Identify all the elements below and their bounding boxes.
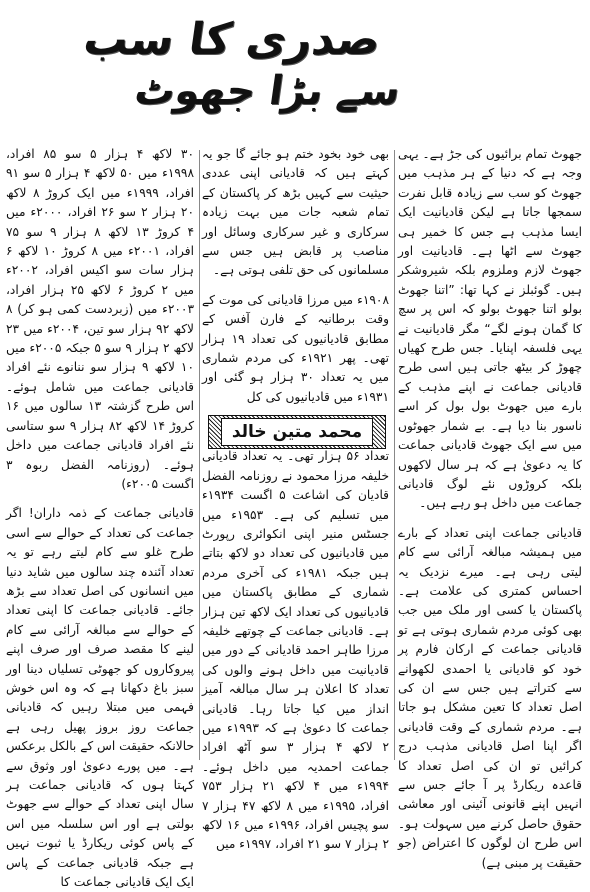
headline-line-2: سے بڑا جھوٹ — [132, 68, 404, 114]
column-divider — [394, 150, 395, 760]
column-left — [6, 145, 195, 890]
paragraph: تعداد ۵۶ ہزار تھی۔ یہ تعداد قادیانی خلیفہ مرزا محمود نے روزنامہ الفضل قادیان کی اشاعت ۵ اگست ۱۹۳۴ء میں تسلیم کی ہے۔ ۱۹۵۳ء میں جسٹس منیر اپنی انکوائری رپورٹ میں قادیانیوں کی تعداد دو لاکھ بتاتے ہیں جبکہ ۱۹۸۱ء کی آخری مردم شماری کے مطابق پاکستان میں قادیانیوں کی تعداد ایک لاکھ تین ہزار ہے۔ قادیانی جماعت کے چوتھے خلیفہ مرزا طاہر احمد قادیانی کے دور میں قادیانیت میں داخل ہونے والوں کی تعداد کا اعلان ہر سال مبالغہ آمیز انداز میں کیا جاتا رہا۔ قادیانی جماعت کا دعویٰ ہے کہ ۱۹۹۳ء میں ۲ لاکھ ۴ ہزار ۳ سو آٹھ افراد جماعت احمدیہ میں داخل ہوئے۔ ۱۹۹۴ء میں ۴ لاکھ ۲۱ ہزار ۷۵۳ افراد، ۱۹۹۵ء میں ۸ لاکھ ۴۷ ہزار ۷ سو پچیس افراد، ۱۹۹۶ء میں ۱۶ لاکھ ۲ ہزار ۷ سو ۲۱ افراد، ۱۹۹۷ء میں — [202, 449, 390, 852]
paragraph: قادیانی جماعت اپنی تعداد کے بارے میں ہمیشہ مبالغہ آرائی سے کام لیتی رہی ہے۔ میرے نزدیک یہ احساس کمتری کی علامت ہے۔ پاکستان یا کسی اور ملک میں جب بھی کوئی مردم شماری ہوتی ہے تو قادیانی جماعت کے ارکان فارم پر خود کو قادیانی یا احمدی لکھوانے سے کتراتے ہیں جس سے ان کی اصل تعداد کا تعین مشکل ہو جاتا ہے۔ مردم شماری کے وقت قادیانی اگر اپنا اصل قادیانی مذہب درج کرائیں تو ان کی اصل تعداد کا قاعدہ ریکارڈ پر آ جائے جس سے انہیں اپنے قانونی آئینی اور معاشی حقوق حاصل کرنے میں سہولت ہو۔ اس طرح ان لوگوں کا اعتراض (جو حقیقت پر مبنی ہے) — [398, 525, 582, 870]
paragraph: جھوٹ تمام برائیوں کی جڑ ہے۔ یہی وجہ ہے کہ دنیا کے ہر مذہب میں جھوٹ کو سب سے زیادہ قابل نفرت سمجھا جاتا ہے لیکن قادیانیت ایک ایسا مذہب ہے جس کا خمیر ہی جھوٹ سے اٹھا ہے۔ قادیانیت اور جھوٹ لازم وملزوم بلکہ شیروشکر ہیں۔ گوئبلز نے کہا تھا: ”اتنا جھوٹ بولو اتنا جھوٹ بولو کہ اس پر سچ کا گمان ہونے لگے“ مگر قادیانیت نے یہی فلسفہ اپنایا۔ جس طرح کھیاں چھوڑ کر بیٹھ جاتی ہیں اسی طرح قادیانی جماعت نے اپنے مذہب کے بارے میں جھوٹ بول بول کر اسے ناسور بنا دیا ہے۔ بے شمار جھوٹوں میں سے ایک جھوٹ قادیانی جماعت کا یہ دعویٰ ہے کہ ہر سال لاکھوں بلکہ کروڑوں نئے لوگ قادیانی جماعت میں داخل ہو رہے ہیں۔ — [397, 147, 582, 511]
author-name: محمد متین خالد — [221, 418, 373, 446]
column-right — [397, 145, 582, 870]
column-middle — [202, 145, 390, 852]
headline — [80, 14, 404, 134]
column-divider — [199, 150, 200, 760]
paragraph: بھی خود بخود ختم ہو جائے گا جو یہ کہتے ہیں کہ قادیانی اپنی عددی حیثیت سے کہیں بڑھ کر پاکستان کے تمام شعبہ جات میں بہت زیادہ سرکاری و غیر سرکاری وسائل اور مناصب پر قابض ہیں جس سے مسلمانوں کی حق تلفی ہوتی ہے۔ — [202, 147, 389, 278]
byline-box — [208, 415, 386, 449]
paragraph: ۱۹۰۸ء میں مرزا قادیانی کی موت کے وقت برطانیہ کے فارن آفس کے مطابق قادیانیوں کی تعداد ۱۹ ہزار تھی۔ پھر ۱۹۲۱ء کی مردم شماری میں یہ تعداد ۳۰ ہزار ہو گئی اور ۱۹۳۱ء میں قادیانیوں کی کل — [202, 292, 390, 404]
paragraph: قادیانی جماعت کے ذمہ داران! اگر جماعت کی تعداد کے حوالے سے اسی طرح غلو سے کام لیتے رہے تو یہ تعداد آئندہ چند سالوں میں شاید دنیا میں انسانوں کی اصل تعداد سے بڑھ جائے۔ قادیانی جماعت کا اپنی تعداد کے حوالے سے مبالغہ آرائی سے کام لینے کا مقصد صرف اور صرف اپنے پیروکاروں کو جھوٹی تسلیاں دینا اور سبز باغ دکھانا ہے کہ وہ اس خوش فہمی میں مبتلا رہیں کہ قادیانی جماعت روز بروز پھیل رہی ہے حالانکہ حقیقت اس کے بالکل برعکس ہے۔ میں پورے دعویٰ اور وثوق سے کہتا ہوں کہ قادیانی جماعت ہر سال اپنی تعداد کے حوالے سے جھوٹ بولتی ہے اور اس سلسلہ میں اس کے پاس کوئی ریکارڈ یا ثبوت نہیں ہے جبکہ قادیانی جماعت کے پاس ایک ایک قادیانی جماعت کا — [6, 506, 194, 890]
paragraph: ۳۰ لاکھ ۴ ہزار ۵ سو ۸۵ افراد، ۱۹۹۸ء میں ۵۰ لاکھ ۴ ہزار ۵ سو ۹۱ افراد، ۱۹۹۹ء میں ایک کروڑ ۸ لاکھ ۲۰ ہزار ۲ سو ۲۶ افراد، ۲۰۰۰ء میں ۴ کروڑ ۱۳ لاکھ ۸ ہزار ۹ سو ۷۵ افراد، ۲۰۰۱ء میں ۸ کروڑ ۱۰ لاکھ ۶ ہزار سات سو اکیس افراد، ۲۰۰۲ء میں ۲ کروڑ ۶ لاکھ ۲۵ ہزار افراد، ۲۰۰۳ء میں (زبردست کمی ہو کر) ۸ لاکھ ۹۲ ہزار سو تین، ۲۰۰۴ء میں ۲۳ لاکھ ۲ ہزار ۹ سو ۵ جبکہ ۲۰۰۵ء میں ۱۰ لاکھ ۹ ہزار سو ننانوے نئے افراد قادیانی جماعت میں شامل ہوئے۔ اس طرح گزشتہ ۱۳ سالوں میں ۱۶ کروڑ ۱۴ لاکھ ۸۲ ہزار ۹ سو ستاسی نئے افراد قادیانی جماعت میں داخل ہوئے۔ (روزنامہ الفضل ربوہ ۳ اگست ۲۰۰۵ء) — [6, 147, 195, 491]
headline-line-1: صدری کا سب — [80, 14, 384, 65]
